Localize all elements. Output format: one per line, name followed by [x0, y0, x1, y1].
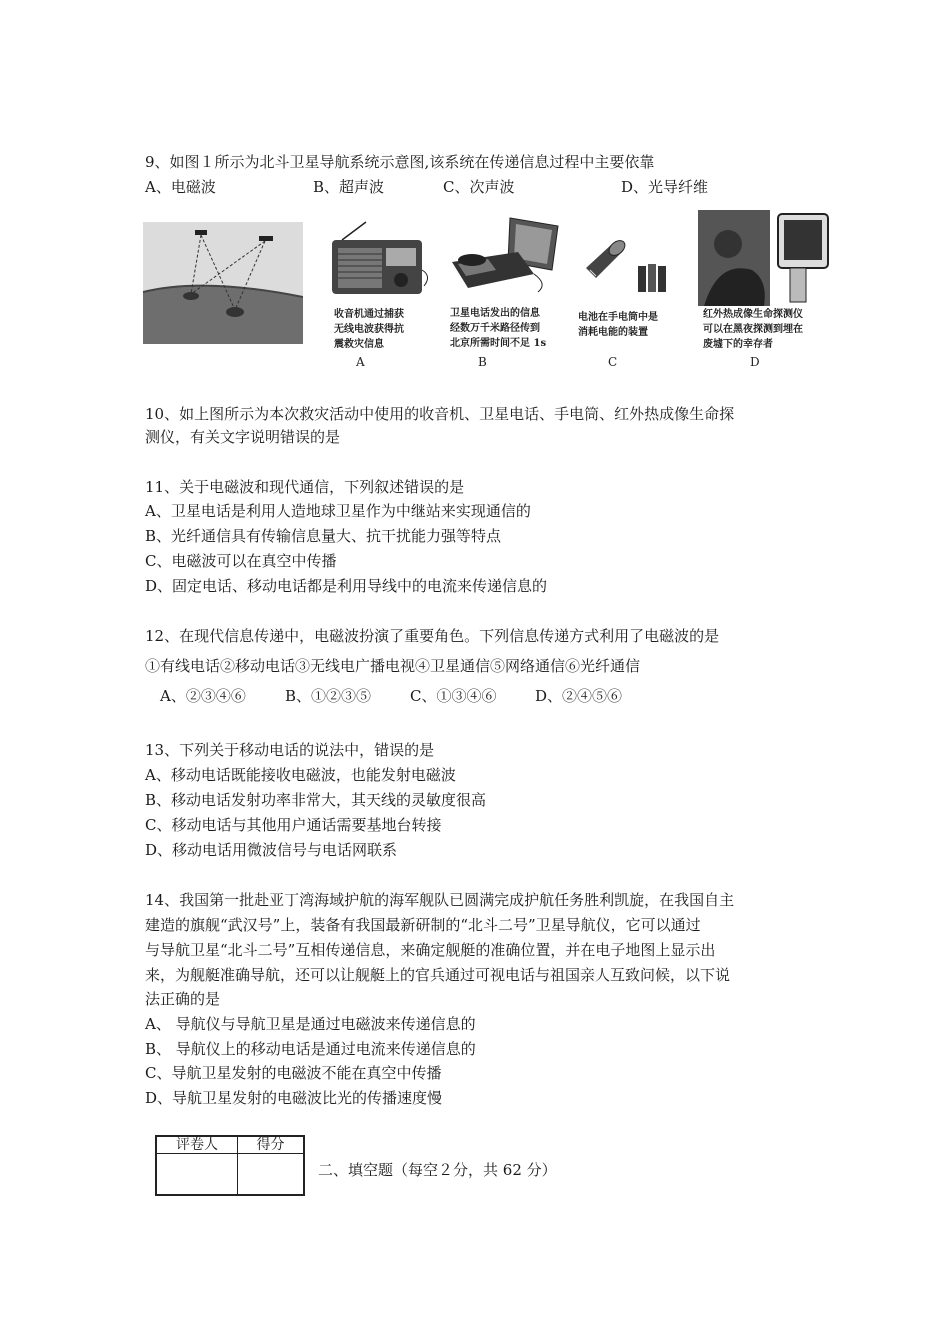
q13-option-c: C、移动电话与其他用户通话需要基地台转接 [145, 816, 442, 834]
caption-line: 电池在手电筒中是 [578, 312, 658, 323]
q9-option-d: D、光导纤维 [621, 178, 709, 196]
caption-line: 经数万千米路径传到 [450, 323, 540, 334]
q9-option-b: B、超声波 [313, 178, 385, 196]
q10-line: 10、如上图所示为本次救灾活动中使用的收音机、卫星电话、手电筒、红外热成像生命探 [145, 405, 735, 423]
q13-option-a: A、移动电话既能接收电磁波，也能发射电磁波 [145, 766, 456, 784]
q12-stem: 12、在现代信息传递中，电磁波扮演了重要角色。下列信息传递方式利用了电磁波的是 [145, 627, 720, 645]
caption-line: 废墟下的幸存者 [703, 339, 773, 350]
q14-line: 与导航卫星“北斗二号”互相传递信息，来确定舰艇的准确位置，并在电子地图上显示出 [145, 941, 716, 959]
figure-a-letter: A [356, 355, 365, 369]
score-header: 得分 [238, 1136, 305, 1154]
q12-options [160, 686, 622, 706]
thermal-imager-icon [698, 210, 833, 306]
caption-line: 消耗电能的装置 [578, 327, 648, 338]
section-2-title: 二、填空题（每空２分，共 62 分） [318, 1161, 557, 1179]
figure-d-caption [703, 307, 803, 352]
q11-option-c: C、电磁波可以在真空中传播 [145, 552, 337, 570]
beidou-satellite-figure [143, 222, 303, 344]
radio-icon [328, 220, 433, 300]
q9-stem: 9、如图１所示为北斗卫星导航系统示意图,该系统在传递信息过程中主要依靠 [145, 153, 655, 171]
caption-line: 可以在黑夜探测到埋在 [703, 324, 803, 335]
q14-line: 法正确的是 [145, 990, 221, 1008]
q13-stem: 13、下列关于移动电话的说法中，错误的是 [145, 741, 435, 759]
q13-option-b: B、移动电话发射功率非常大，其天线的灵敏度很高 [145, 791, 487, 809]
caption-line: 收音机通过捕获 [334, 309, 404, 320]
figure-d-letter: D [750, 355, 760, 369]
q14-line: 来，为舰艇准确导航，还可以让舰艇上的官兵通过可视电话与祖国亲人互致问候，以下说 [145, 966, 731, 984]
satellite-phone-icon [448, 212, 568, 302]
q11-stem: 11、关于电磁波和现代通信，下列叙述错误的是 [145, 478, 465, 496]
caption-line: 卫星电话发出的信息 [450, 308, 540, 319]
q12-option-d: D、②④⑤⑥ [535, 687, 623, 705]
q9-option-c: C、次声波 [443, 178, 515, 196]
caption-line: 震救灾信息 [334, 339, 384, 350]
caption-line: 无线电波获得抗 [334, 324, 404, 335]
q14-line: 建造的旗舰“武汉号”上，装备有我国最新研制的“北斗二号”卫星导航仪，它可以通过 [145, 916, 701, 934]
q9-options [145, 177, 708, 197]
score-table [155, 1135, 305, 1196]
figure-c-letter: C [608, 355, 618, 369]
q11-option-b: B、光纤通信具有传输信息量大、抗干扰能力强等特点 [145, 527, 502, 545]
q12-option-c: C、①③④⑥ [410, 687, 497, 705]
figure-c-caption [578, 310, 658, 340]
figure-a-caption [334, 307, 404, 352]
grader-header: 评卷人 [156, 1136, 238, 1154]
caption-line: 北京所需时间不足 1s [450, 338, 547, 349]
q14-option-c: C、导航卫星发射的电磁波不能在真空中传播 [145, 1064, 442, 1082]
q14-option-a: A、 导航仪与导航卫星是通过电磁波来传递信息的 [145, 1015, 476, 1033]
q12-option-a: A、②③④⑥ [160, 687, 246, 705]
flashlight-icon [582, 224, 672, 302]
q12-option-b: B、①②③⑤ [285, 687, 372, 705]
q14-option-d: D、导航卫星发射的电磁波比光的传播速度慢 [145, 1089, 443, 1107]
q13-option-d: D、移动电话用微波信号与电话网联系 [145, 841, 398, 859]
q12-list: ①有线电话②移动电话③无线电广播电视④卫星通信⑤网络通信⑥光纤通信 [145, 657, 641, 675]
q14-line: 14、我国第一批赴亚丁湾海域护航的海军舰队已圆满完成护航任务胜利凯旋，在我国自主 [145, 891, 735, 909]
score-cell[interactable] [238, 1154, 305, 1196]
q11-option-a: A、卫星电话是利用人造地球卫星作为中继站来实现通信的 [145, 502, 531, 520]
q10-line: 测仪，有关文字说明错误的是 [145, 428, 341, 446]
figure-b-caption [450, 306, 546, 351]
grader-cell[interactable] [156, 1154, 238, 1196]
q14-option-b: B、 导航仪上的移动电话是通过电流来传递信息的 [145, 1040, 476, 1058]
figure-b-letter: B [478, 355, 487, 369]
q9-option-a: A、电磁波 [145, 178, 216, 196]
caption-line: 红外热成像生命探测仪 [703, 309, 803, 320]
q11-option-d: D、固定电话、移动电话都是利用导线中的电流来传递信息的 [145, 577, 548, 595]
